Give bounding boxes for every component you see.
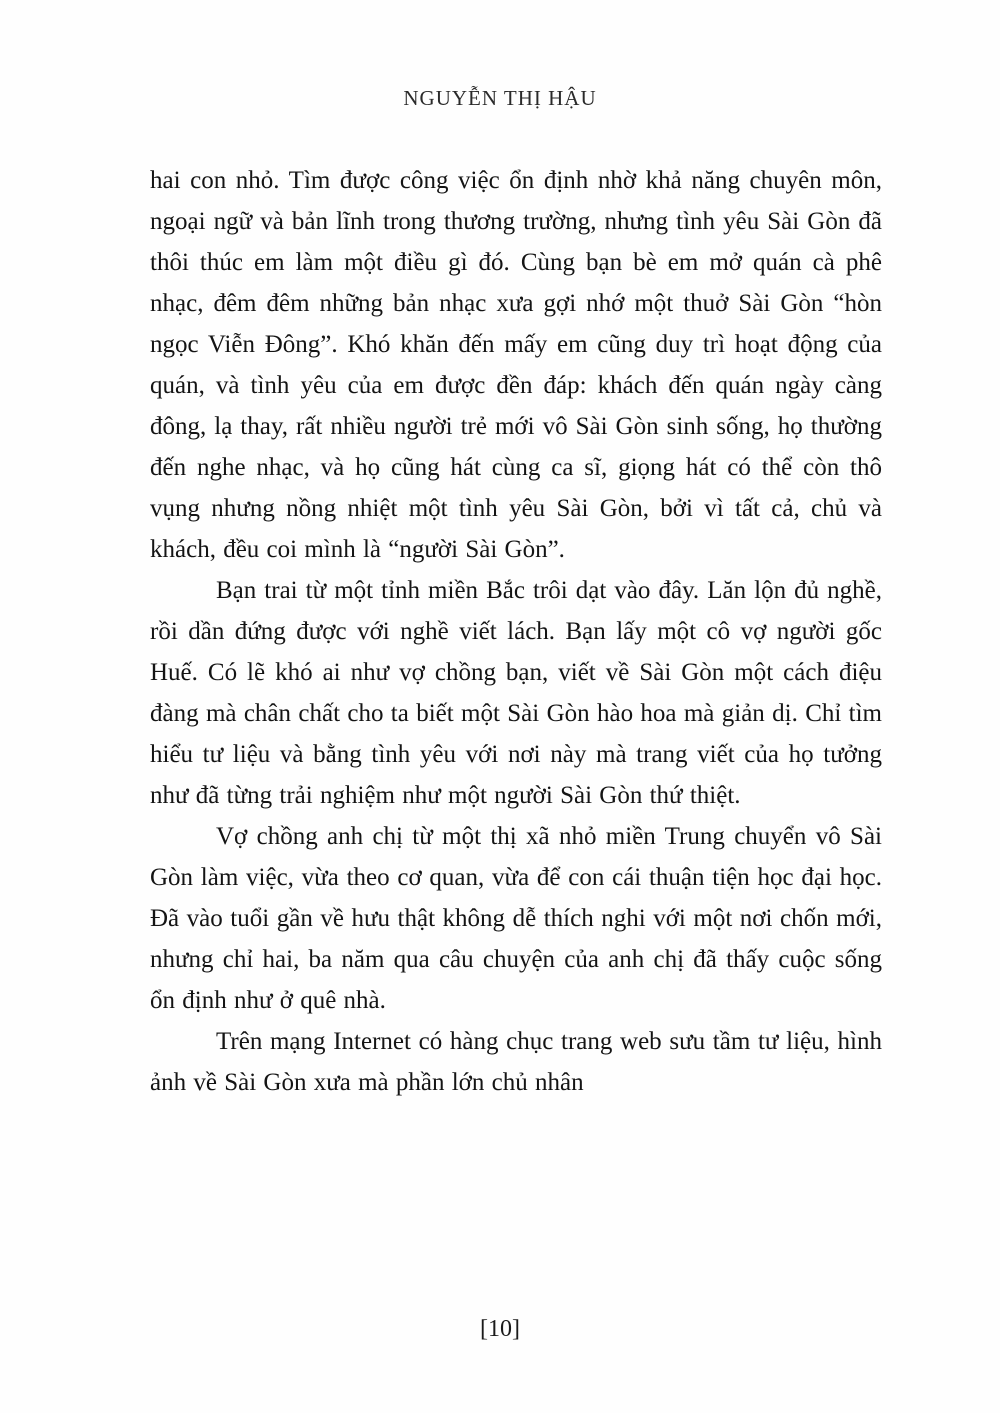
paragraph: Trên mạng Internet có hàng chục trang web sưu tầm tư liệu, hình ảnh về Sài Gòn xưa mà phần lớn chủ nhân bbox=[150, 1028, 882, 1096]
body-text-block bbox=[150, 160, 882, 1103]
paragraph: hai con nhỏ. Tìm được công việc ổn định nhờ khả năng chuyên môn, ngoại ngữ và bản lĩnh trong thương trường, nhưng tình yêu Sài Gòn đã thôi thúc em làm một điều gì đó. Cùng bạn bè em mở quán cà phê nhạc, đêm đêm những bản nhạc xưa gợi nhớ một thuở Sài Gòn “hòn ngọc Viễn Đông”. Khó khăn đến mấy em cũng duy trì hoạt động của quán, và tình yêu của em được đền đáp: khách đến quán ngày càng đông, lạ thay, rất nhiều người trẻ mới vô Sài Gòn sinh sống, họ thường đến nghe nhạc, và họ cũng hát cùng ca sĩ, giọng hát có thể còn thô vụng nhưng nồng nhiệt một tình yêu Sài Gòn, bởi vì tất cả, chủ và khách, đều coi mình là “người Sài Gòn”. bbox=[150, 167, 882, 563]
paragraph: Bạn trai từ một tỉnh miền Bắc trôi dạt vào đây. Lăn lộn đủ nghề, rồi dần đứng được với nghề viết lách. Bạn lấy một cô vợ người gốc Huế. Có lẽ khó ai như vợ chồng bạn, viết về Sài Gòn một cách điệu đàng mà chân chất cho ta biết một Sài Gòn hào hoa mà giản dị. Chỉ tìm hiểu tư liệu và bằng tình yêu với nơi này mà trang viết của họ tưởng như đã từng trải nghiệm như một người Sài Gòn thứ thiệt. bbox=[150, 577, 882, 809]
page-number: [10] bbox=[480, 1316, 520, 1342]
running-header-author: NGUYỄN THỊ HẬU bbox=[403, 86, 597, 110]
paragraph: Vợ chồng anh chị từ một thị xã nhỏ miền Trung chuyển vô Sài Gòn làm việc, vừa theo cơ quan, vừa để con cái thuận tiện học đại học. Đã vào tuổi gần về hưu thật không dễ thích nghi với một nơi chốn mới, nhưng chỉ hai, ba năm qua câu chuyện của anh chị đã thấy cuộc sống ổn định như ở quê nhà. bbox=[150, 823, 882, 1014]
